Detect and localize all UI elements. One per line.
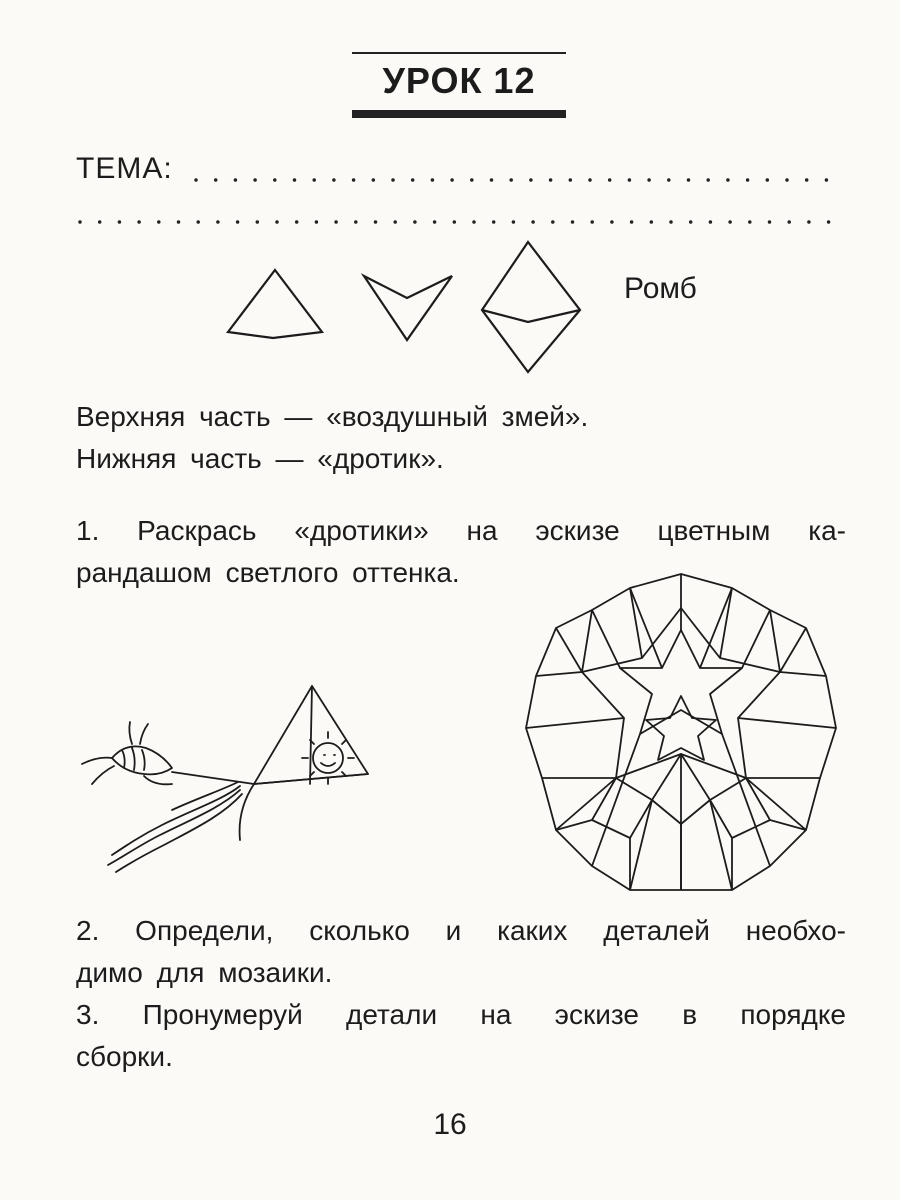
rhombus-shape bbox=[482, 242, 580, 372]
center-star bbox=[646, 696, 716, 760]
task-3-line-1: 3. Пронумеруй детали на эскизе в порядке bbox=[76, 999, 846, 1030]
penrose-mosaic bbox=[520, 568, 842, 896]
task-3 bbox=[76, 994, 846, 1078]
lesson-title: УРОК 12 bbox=[382, 60, 536, 101]
topic-label: ТЕМА: bbox=[76, 152, 173, 185]
dart-shape bbox=[364, 276, 452, 340]
kite-with-bee-illustration bbox=[72, 680, 402, 880]
task-3-line-2: сборки. bbox=[76, 1041, 173, 1072]
upper-part-text: Верхняя часть — «воздушный змей». bbox=[76, 401, 589, 432]
shape-diagrams bbox=[220, 238, 600, 378]
kite-tail bbox=[112, 786, 240, 855]
topic-dotted-line-1 bbox=[190, 170, 840, 186]
task-1-line-1: 1. Раскрась «дротики» на эскизе цветным ка- bbox=[76, 515, 846, 546]
rhomb-label: Ромб bbox=[624, 272, 697, 305]
title-underline-bar bbox=[352, 110, 566, 118]
sun-face bbox=[313, 743, 343, 773]
topic-dotted-line-2 bbox=[76, 212, 840, 228]
task-2-line-2: димо для мозаики. bbox=[76, 957, 333, 988]
lower-part-text: Нижняя часть — «дротик». bbox=[76, 443, 444, 474]
task-1-line-2: рандашом светлого оттенка. bbox=[76, 557, 460, 588]
task-2-line-1: 2. Определи, сколько и каких деталей необхо- bbox=[76, 915, 846, 946]
kite-string bbox=[172, 772, 254, 784]
task-2 bbox=[76, 910, 846, 994]
title-top-rule bbox=[352, 52, 566, 54]
kite-shape bbox=[228, 270, 322, 338]
rhombus-divider bbox=[482, 310, 580, 322]
page-number: 16 bbox=[433, 1108, 467, 1141]
